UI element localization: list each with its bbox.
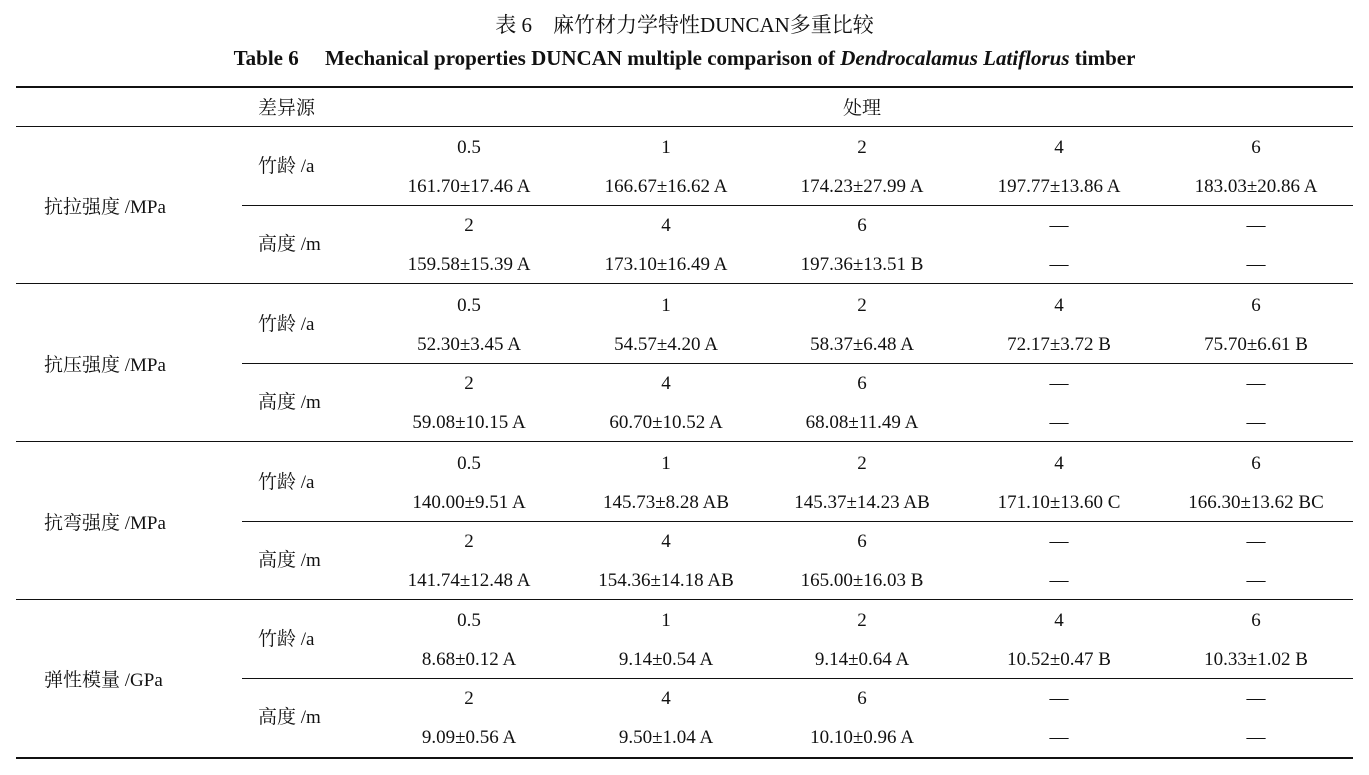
value-cell: 165.00±16.03 B — [800, 570, 924, 591]
value-cell: 10.10±0.96 A — [810, 727, 914, 748]
value-cell: — — [1246, 254, 1266, 275]
level-cell: 1 — [661, 610, 671, 631]
level-cell: 4 — [661, 688, 671, 709]
level-cell: 6 — [1251, 610, 1261, 631]
value-cell: 145.73±8.28 AB — [602, 492, 730, 513]
level-cell: 2 — [857, 610, 867, 631]
sub-rule — [242, 521, 1353, 522]
value-cell: 10.52±0.47 B — [1007, 649, 1111, 670]
level-cell: 6 — [857, 215, 867, 236]
value-cell: 141.74±12.48 A — [407, 570, 531, 591]
header-rule — [16, 126, 1353, 127]
level-cell: 0.5 — [457, 295, 481, 316]
value-cell: — — [1049, 412, 1069, 433]
value-cell: 75.70±6.61 B — [1204, 334, 1308, 355]
value-cell: 159.58±15.39 A — [407, 254, 531, 275]
value-cell: — — [1246, 727, 1266, 748]
level-cell: 1 — [661, 295, 671, 316]
value-cell: — — [1246, 412, 1266, 433]
level-cell: 1 — [661, 453, 671, 474]
value-cell: 166.30±13.62 BC — [1188, 492, 1324, 513]
factor-label: 竹龄 /a — [258, 629, 315, 650]
sub-rule — [242, 678, 1353, 679]
level-cell: 6 — [1251, 453, 1261, 474]
factor-label: 竹龄 /a — [258, 156, 315, 177]
value-cell: 197.77±13.86 A — [997, 176, 1121, 197]
level-cell: 0.5 — [457, 453, 481, 474]
level-cell: 2 — [857, 453, 867, 474]
table-title-en-prefix: Table 6 Mechanical properties DUNCAN multiple comparison of — [233, 46, 841, 70]
factor-label: 高度 /m — [258, 707, 321, 728]
level-cell: 4 — [1054, 295, 1064, 316]
level-cell: 1 — [661, 137, 671, 158]
value-cell: 9.50±1.04 A — [618, 727, 714, 748]
header-treatment: 处理 — [843, 98, 882, 119]
value-cell: 9.09±0.56 A — [421, 727, 517, 748]
value-cell: 58.37±6.48 A — [810, 334, 914, 355]
level-cell: — — [1246, 215, 1266, 236]
factor-label: 竹龄 /a — [258, 314, 315, 335]
value-cell: 140.00±9.51 A — [412, 492, 526, 513]
value-cell: 154.36±14.18 AB — [598, 570, 734, 591]
value-cell: 166.67±16.62 A — [604, 176, 728, 197]
level-cell: 2 — [857, 137, 867, 158]
level-cell: 6 — [1251, 295, 1261, 316]
value-cell: 59.08±10.15 A — [412, 412, 526, 433]
value-cell: 197.36±13.51 B — [800, 254, 924, 275]
level-cell: — — [1246, 531, 1266, 552]
bottom-rule — [16, 757, 1353, 759]
level-cell: — — [1049, 531, 1069, 552]
level-cell: 4 — [661, 373, 671, 394]
sub-rule — [242, 363, 1353, 364]
level-cell: 2 — [464, 688, 474, 709]
group-rule — [16, 441, 1353, 442]
value-cell: 161.70±17.46 A — [407, 176, 531, 197]
value-cell: 10.33±1.02 B — [1204, 649, 1308, 670]
factor-label: 高度 /m — [258, 392, 321, 413]
level-cell: — — [1049, 373, 1069, 394]
level-cell: 2 — [464, 373, 474, 394]
level-cell: — — [1246, 688, 1266, 709]
level-cell: — — [1049, 688, 1069, 709]
table-title-en-species: Dendrocalamus Latiflorus — [840, 46, 1070, 70]
level-cell: 0.5 — [457, 137, 481, 158]
value-cell: 52.30±3.45 A — [417, 334, 521, 355]
property-label: 抗弯强度 /MPa — [44, 513, 166, 534]
level-cell: — — [1246, 373, 1266, 394]
value-cell: — — [1049, 727, 1069, 748]
value-cell: 171.10±13.60 C — [997, 492, 1121, 513]
level-cell: — — [1049, 215, 1069, 236]
level-cell: 2 — [464, 531, 474, 552]
level-cell: 6 — [857, 531, 867, 552]
level-cell: 4 — [1054, 610, 1064, 631]
table-title-en-suffix: timber — [1069, 46, 1136, 70]
value-cell: 173.10±16.49 A — [604, 254, 728, 275]
value-cell: 183.03±20.86 A — [1194, 176, 1318, 197]
group-rule — [16, 599, 1353, 600]
table-title-en — [0, 43, 1369, 73]
level-cell: 0.5 — [457, 610, 481, 631]
top-rule — [16, 86, 1353, 88]
value-cell: 9.14±0.64 A — [814, 649, 910, 670]
value-cell: 54.57±4.20 A — [614, 334, 718, 355]
level-cell: 6 — [857, 688, 867, 709]
value-cell: — — [1246, 570, 1266, 591]
value-cell: — — [1049, 570, 1069, 591]
factor-label: 高度 /m — [258, 550, 321, 571]
level-cell: 6 — [857, 373, 867, 394]
value-cell: 8.68±0.12 A — [421, 649, 517, 670]
level-cell: 2 — [464, 215, 474, 236]
level-cell: 4 — [1054, 453, 1064, 474]
header-source: 差异源 — [258, 98, 316, 119]
value-cell: 68.08±11.49 A — [805, 412, 919, 433]
factor-label: 高度 /m — [258, 234, 321, 255]
sub-rule — [242, 205, 1353, 206]
factor-label: 竹龄 /a — [258, 472, 315, 493]
property-label: 抗压强度 /MPa — [44, 355, 166, 376]
value-cell: 145.37±14.23 AB — [794, 492, 930, 513]
group-rule — [16, 283, 1353, 284]
value-cell: 72.17±3.72 B — [1007, 334, 1111, 355]
property-label: 抗拉强度 /MPa — [44, 197, 166, 218]
value-cell: 9.14±0.54 A — [618, 649, 714, 670]
level-cell: 4 — [1054, 137, 1064, 158]
value-cell: 174.23±27.99 A — [800, 176, 924, 197]
property-label: 弹性模量 /GPa — [44, 670, 163, 691]
level-cell: 6 — [1251, 137, 1261, 158]
level-cell: 2 — [857, 295, 867, 316]
level-cell: 4 — [661, 531, 671, 552]
value-cell: 60.70±10.52 A — [609, 412, 723, 433]
value-cell: — — [1049, 254, 1069, 275]
level-cell: 4 — [661, 215, 671, 236]
table-title-cn: 表 6 麻竹材力学特性DUNCAN多重比较 — [495, 13, 874, 37]
